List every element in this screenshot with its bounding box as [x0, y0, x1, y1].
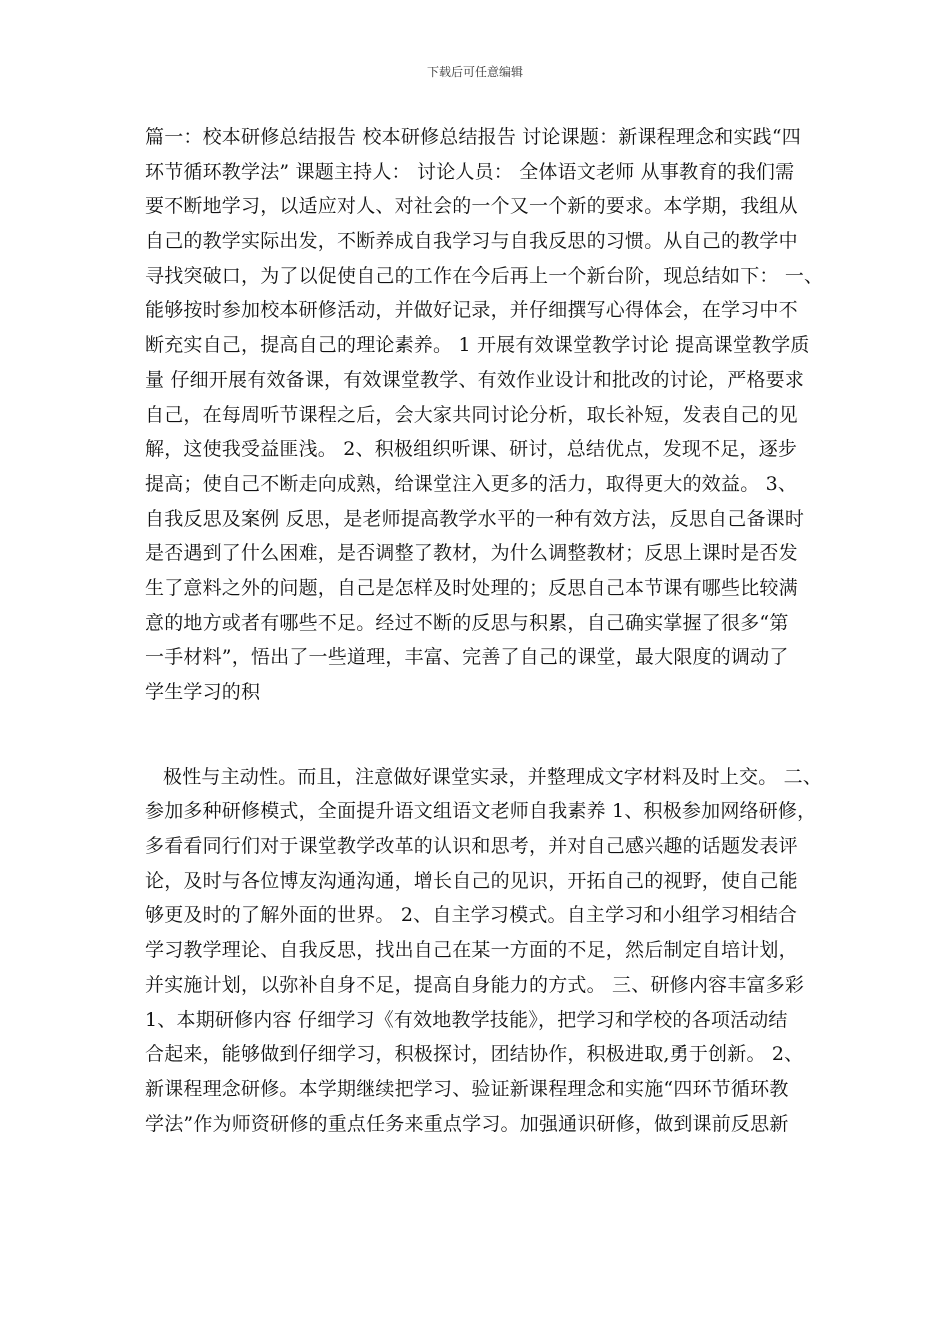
text-line: 参加多种研修模式，全面提升语文组语文老师自我素养 1、积极参加网络研修， — [145, 800, 817, 823]
text-line: 量 仔细开展有效备课，有效课堂教学、有效作业设计和批改的讨论，严格要求 — [145, 368, 805, 391]
text-line: 篇一：校本研修总结报告 校本研修总结报告 讨论课题：新课程理念和实践“四 — [145, 126, 801, 148]
text-line: 够更及时的了解外面的世界。 2、自主学习模式。自主学习和小组学习相结合 — [145, 904, 798, 927]
text-line: 自己的教学实际出发，不断养成自我学习与自我反思的习惯。从自己的教学中 — [145, 230, 798, 253]
text-line: 意的地方或者有哪些不足。经过不断的反思与积累，自己确实掌握了很多“第 — [145, 611, 789, 634]
text-line: 是否遇到了什么困难，是否调整了教材，为什么调整教材；反思上课时是否发 — [145, 542, 798, 565]
document-body — [145, 120, 824, 1141]
paragraph-2 — [145, 760, 823, 1142]
text-line: 能够按时参加校本研修活动，并做好记录，并仔细撰写心得体会，在学习中不 — [145, 299, 798, 322]
text-line: 并实施计划，以弥补自身不足，提高自身能力的方式。 三、研修内容丰富多彩 — [145, 973, 805, 996]
text-line: 极性与主动性。而且，注意做好课堂实录，并整理成文字材料及时上交。 二、 — [163, 765, 823, 788]
text-line: 多看看同行们对于课堂教学改革的认识和思考，并对自己感兴趣的话题发表评 — [145, 835, 798, 858]
text-line: 自我反思及案例 反思，是老师提高教学水平的一种有效方法，反思自己备课时 — [145, 507, 805, 530]
text-line: 论，及时与各位博友沟通沟通，增长自己的见识，开拓自己的视野，使自己能 — [145, 869, 798, 892]
text-line: 一手材料”，悟出了一些道理，丰富、完善了自己的课堂，最大限度的调动了 — [145, 646, 789, 669]
text-line: 1、本期研修内容 仔细学习《有效地教学技能》，把学习和学校的各项活动结 — [145, 1008, 788, 1031]
paragraph-gap — [145, 710, 817, 760]
text-line: 学法”作为师资研修的重点任务来重点学习。加强通识研修，做到课前反思新 — [145, 1112, 789, 1135]
text-line: 新课程理念研修。本学期继续把学习、验证新课程理念和实施“四环节循环教 — [145, 1077, 789, 1100]
text-line: 学习教学理论、自我反思，找出自己在某一方面的不足，然后制定自培计划， — [145, 939, 798, 962]
text-line: 断充实自己，提高自己的理论素养。 1 开展有效课堂教学讨论 提高课堂教学质 — [145, 334, 810, 357]
text-line: 解，这使我受益匪浅。 2、积极组织听课、研讨，总结优点，发现不足，逐步 — [145, 438, 798, 461]
paragraph-1 — [145, 120, 824, 710]
text-line: 环节循环教学法” 课题主持人： 讨论人员： 全体语文老师 从事教育的我们需 — [145, 160, 795, 183]
text-line: 生了意料之外的问题，自己是怎样及时处理的；反思自己本节课有哪些比较满 — [145, 576, 798, 599]
text-line: 要不断地学习，以适应对人、对社会的一个又一个新的要求。本学期，我组从 — [145, 195, 798, 218]
text-line: 提高；使自己不断走向成熟，给课堂注入更多的活力，取得更大的效益。 3、 — [145, 472, 798, 495]
text-line: 合起来，能够做到仔细学习，积极探讨，团结协作，积极进取,勇于创新。 2、 — [145, 1043, 804, 1066]
text-line: 寻找突破口，为了以促使自己的工作在今后再上一个新台阶，现总结如下： 一、 — [145, 264, 824, 287]
page-header: 下载后可任意编辑 — [426, 65, 523, 79]
text-line: 学生学习的积 — [145, 681, 261, 703]
text-line: 自己，在每周听节课程之后，会大家共同讨论分析，取长补短，发表自己的见 — [145, 403, 798, 426]
